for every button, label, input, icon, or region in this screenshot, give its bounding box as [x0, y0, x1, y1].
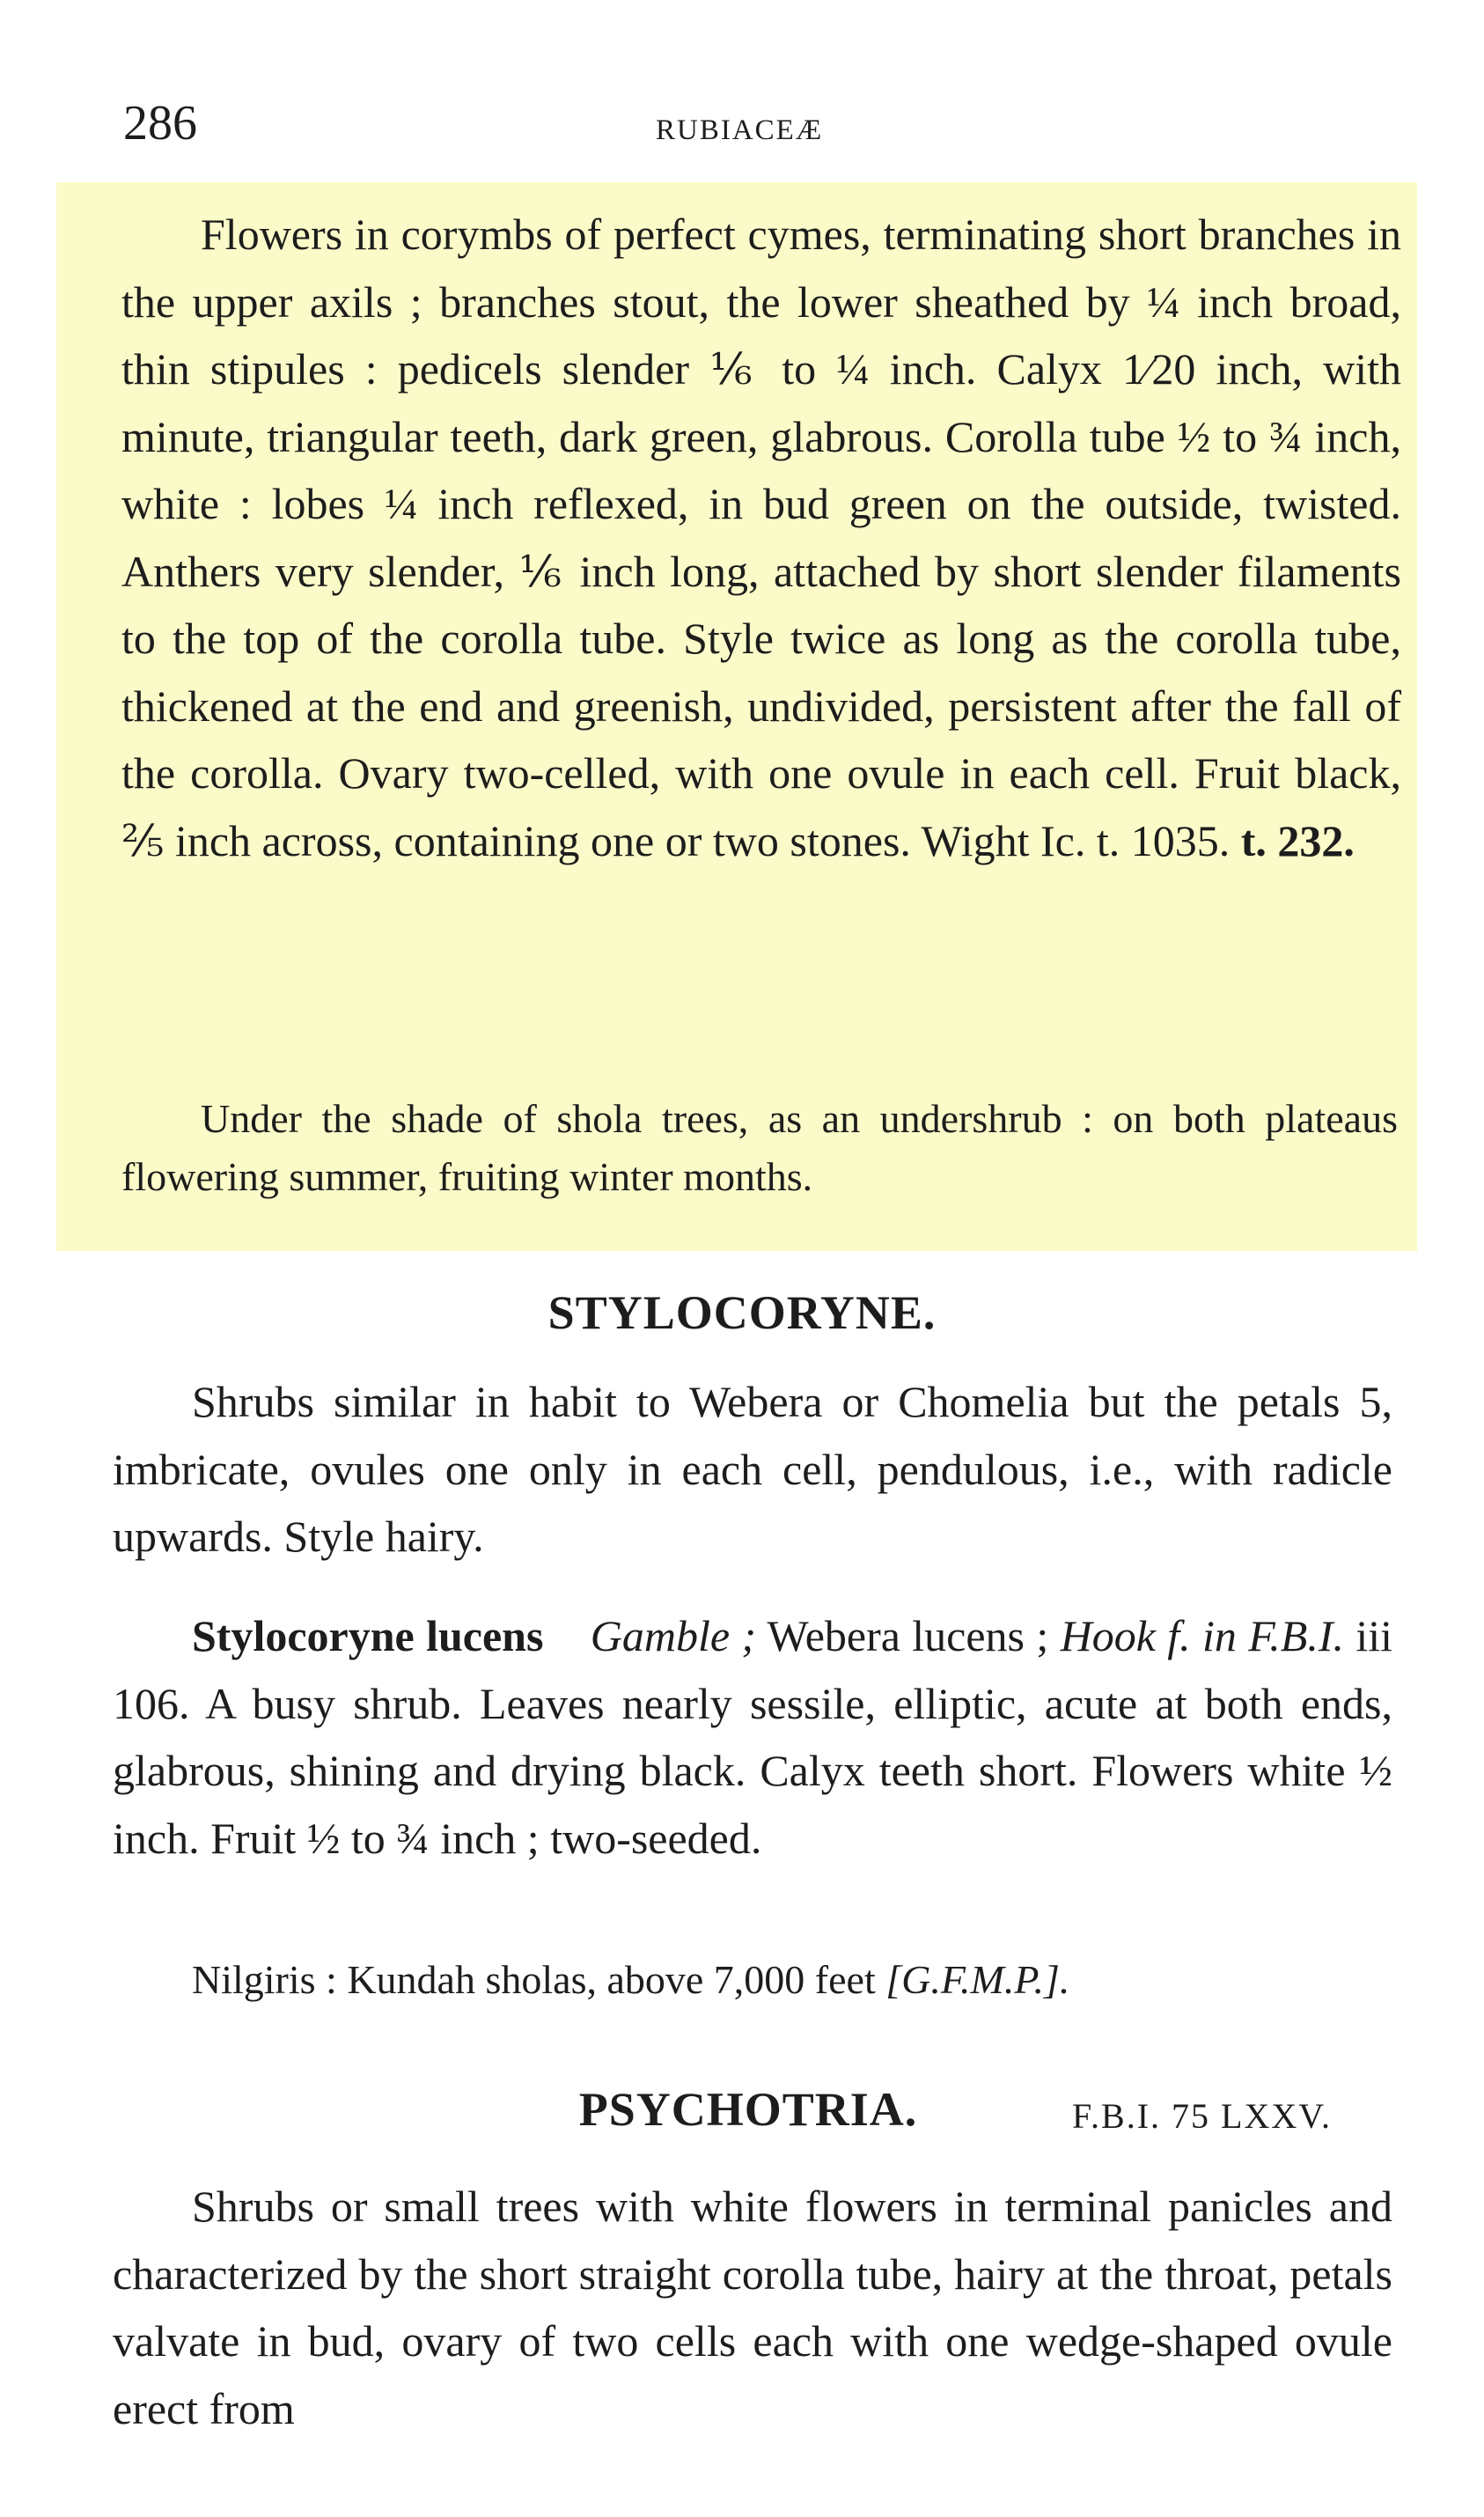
- species-entry-stylocoryne-lucens: [113, 1602, 1392, 1872]
- locality-text: Nilgiris : Kundah sholas, above 7,000 feet: [192, 1957, 876, 2002]
- plate-reference: t. 232.: [1240, 815, 1355, 865]
- page-number: 286: [123, 96, 197, 151]
- page-header: [0, 95, 1484, 166]
- section-heading-stylocoryne: STYLOCORYNE.: [547, 1286, 937, 1339]
- running-head: RUBIACEÆ: [656, 114, 824, 146]
- species-author: Gamble ;: [590, 1611, 757, 1660]
- species-description: [121, 201, 1401, 874]
- species-name: Stylocoryne lucens: [192, 1611, 544, 1660]
- synonym: Webera lucens ;: [767, 1611, 1049, 1660]
- synonym-reference: Hook f. in F.B.I.: [1060, 1611, 1344, 1660]
- fbi-reference: F.B.I. 75 LXXV.: [1072, 2096, 1332, 2136]
- habitat-note: Under the shade of shola trees, as an undershrub : on both plateaus flowering summer, fruiting winter months.: [121, 1096, 1398, 1199]
- description-text: Flowers in corymbs of perfect cymes, terminating short branches in the upper axils ; branches stout, the lower sheathed by ¼ inch broad, thin stipules : pedicels slender ⅙ to ¼ inch. Calyx 1⁄20 inch, with minute, triangular teeth, dark green, glabrous. Corolla tube ½ to ¾ inch, white : lobes ¼ inch reflexed, in bud green on the outside, twisted. Anthers very slender, ⅙ inch long, attached by short slender filaments to the top of the corolla tube. Style twice as long as the corolla tube, thickened at the end and greenish, undivided, persistent after the fall of the corolla. Ovary two-celled, with one ovule in each cell. Fruit black, ⅖ inch across, containing one or two stones. Wight Ic. t. 1035.: [121, 210, 1401, 865]
- section-heading-psychotria: PSYCHOTRIA.: [578, 2083, 918, 2136]
- genus-description-stylocoryne: Shrubs similar in habit to Webera or Chomelia but the petals 5, imbricate, ovules one only in each cell, pendulous, i.e., with radicle upwards. Style hairy.: [113, 1377, 1392, 1561]
- locality-note: [113, 1951, 1392, 2009]
- locality-reference: [G.F.M.P.].: [885, 1957, 1070, 2002]
- species-text: iii 106. A busy shrub. Leaves nearly sessile, elliptic, acute at both ends, glabrous, shining and drying black. Calyx teeth short. Flowers white ½ inch. Fruit ½ to ¾ inch ; two-seeded.: [113, 1611, 1393, 1863]
- genus-description-psychotria: Shrubs or small trees with white flowers in terminal panicles and characterized by the short straight corolla tube, hairy at the throat, petals valvate in bud, ovary of two cells each with one wedge-shaped ovule erect from: [113, 2182, 1392, 2433]
